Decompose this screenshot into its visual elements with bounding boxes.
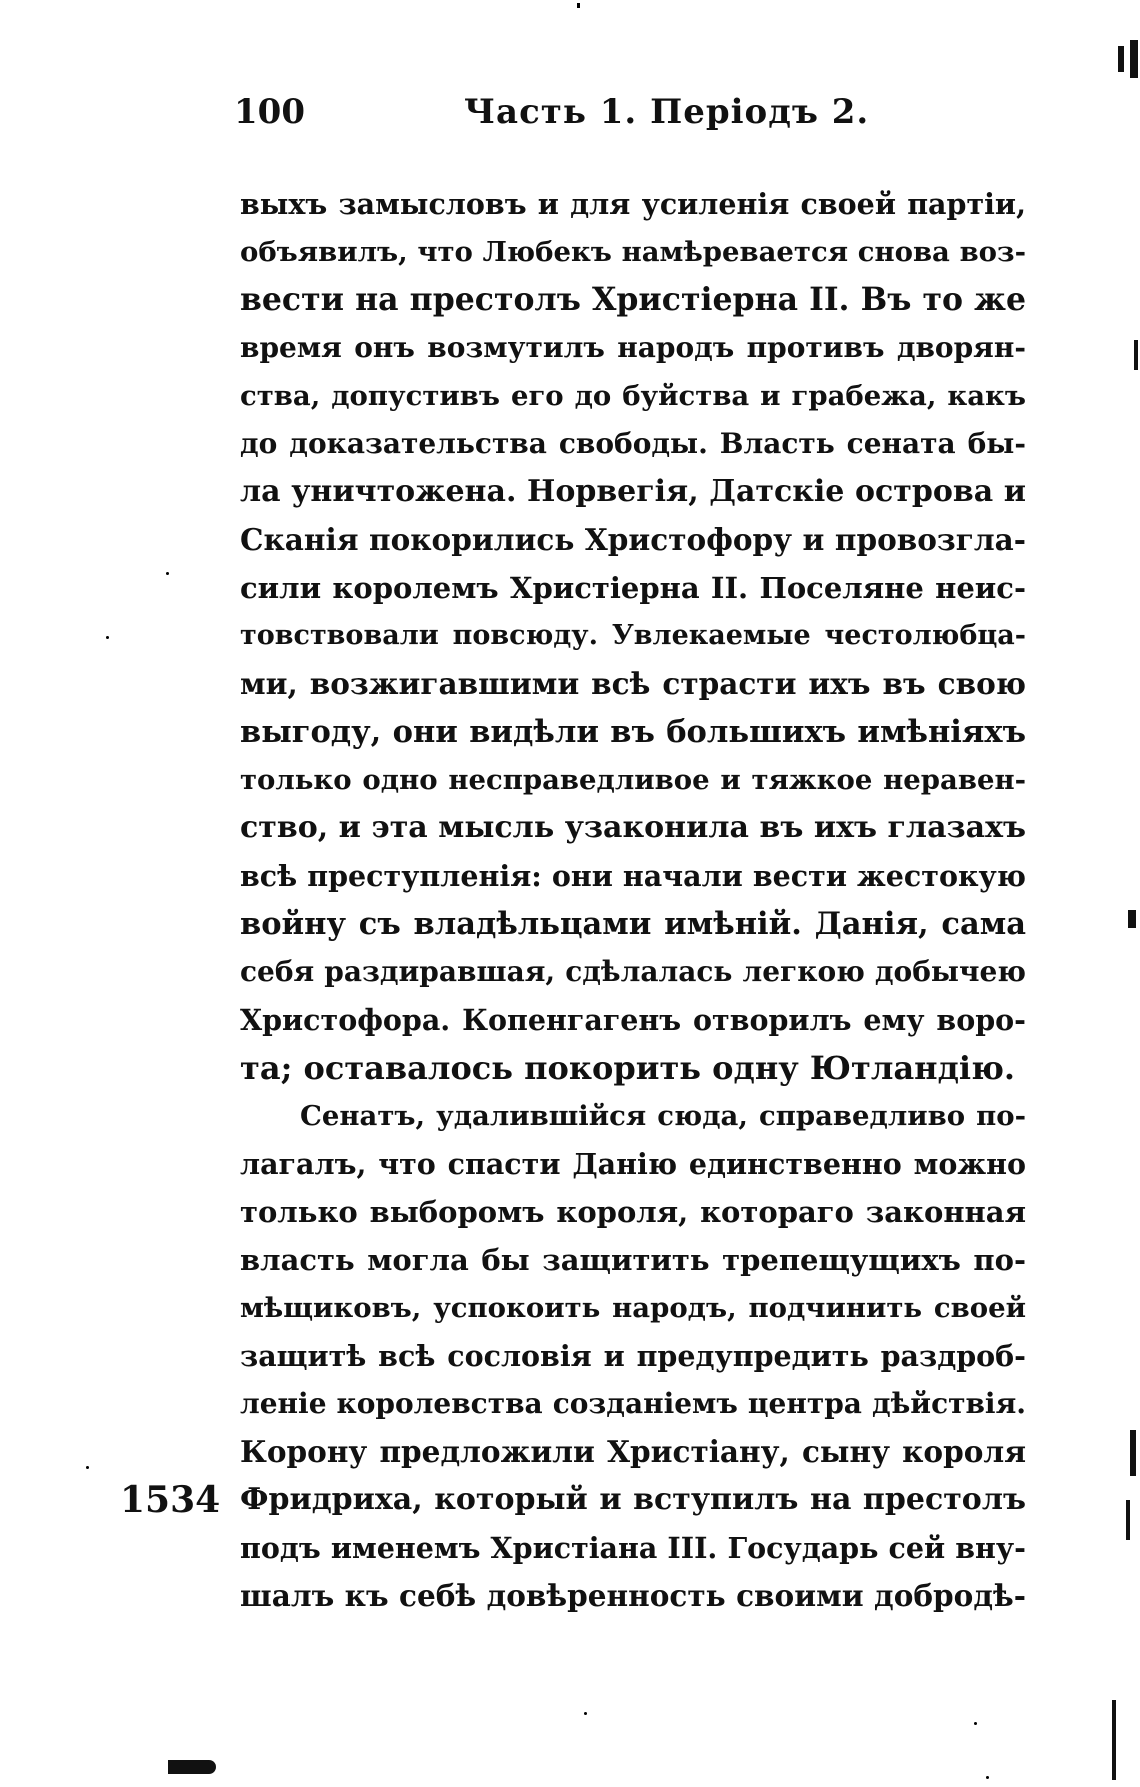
text-line: Христофора. Копенгагенъ отворилъ ему воро- — [240, 1003, 1026, 1037]
page-number: 100 — [234, 92, 305, 132]
text-line: ла уничтожена. Норвегія, Датскіе острова и — [240, 474, 1026, 509]
text-line: ство, и эта мысль узаконила въ ихъ глазахъ — [240, 810, 1026, 845]
scan-edge-mark — [1126, 1500, 1130, 1540]
text-line: власть могла бы защитить трепещущихъ по- — [240, 1243, 1026, 1277]
running-title: Часть 1. Періодъ 2. — [464, 92, 870, 132]
text-line: ства, допустивъ его до буйства и грабежа, какъ — [240, 380, 1026, 412]
text-line: время онъ возмутилъ народъ противъ дворян- — [240, 331, 1026, 364]
scan-corner-mark — [168, 1760, 216, 1774]
text-line: всѣ преступленія: они начали вести жестокую — [240, 859, 1026, 893]
text-line: объявилъ, что Любекъ намѣревается снова воз- — [240, 236, 1026, 268]
text-line: только одно несправедливое и тяжкое неравен- — [240, 764, 1026, 796]
text-line: та; оставалось покорить одну Ютландію. — [240, 1049, 1016, 1087]
text-line: выхъ замысловъ и для усиленія своей партіи, — [240, 187, 1026, 221]
text-line: защитѣ всѣ сословія и предупредить раздроб- — [240, 1339, 1026, 1373]
text-line: шалъ къ себѣ довѣренность своими добродѣ- — [240, 1578, 1026, 1613]
scan-edge-mark — [1130, 1430, 1136, 1476]
scan-speck — [86, 1466, 89, 1469]
scan-edge-mark — [1112, 1700, 1116, 1780]
text-line: подъ именемъ Христіана III. Государь сей вну- — [240, 1531, 1026, 1565]
scan-edge-mark — [1134, 340, 1138, 370]
text-line: ми, возжигавшими всѣ страсти ихъ въ свою — [240, 666, 1026, 701]
scan-edge-mark — [1130, 40, 1138, 78]
scan-edge-mark — [1118, 46, 1124, 72]
text-line: сили королемъ Христіерна II. Поселяне неис- — [240, 571, 1026, 605]
text-line: леніе королевства созданіемъ центра дѣйствія. — [240, 1387, 1026, 1420]
text-line: Фридриха, который и вступилъ на престолъ — [240, 1482, 1026, 1517]
scan-speck — [986, 1776, 989, 1779]
scan-speck — [106, 636, 109, 639]
text-line: лагалъ, что спасти Данію единственно можно — [240, 1147, 1026, 1181]
scan-speck — [166, 572, 169, 575]
scan-speck — [577, 3, 580, 8]
margin-year-note: 1534 — [120, 1479, 221, 1521]
text-line: мѣщиковъ, успокоить народъ, подчинить своей — [240, 1292, 1026, 1324]
text-line: только выборомъ короля, котораго законная — [240, 1195, 1026, 1229]
page-header — [234, 92, 1026, 142]
body-text — [240, 180, 1026, 1620]
scan-edge-mark — [1128, 910, 1136, 928]
paragraph-start-line: Сенатъ, удалившійся сюда, справедливо по- — [300, 1100, 1026, 1132]
text-line: до доказательства свободы. Власть сената бы- — [240, 427, 1026, 460]
text-line: Корону предложили Христіану, сыну короля — [240, 1434, 1026, 1469]
text-line: Сканія покорились Христофору и провозгла- — [240, 522, 1026, 557]
text-line: войну съ владѣльцами имѣній. Данія, сама — [240, 906, 1026, 942]
text-line: вести на престолъ Христіерна II. Въ то же — [240, 281, 1026, 318]
scan-speck — [974, 1722, 977, 1725]
text-line: товствовали повсюду. Увлекаемые честолюбца- — [240, 620, 1026, 651]
text-line: себя раздиравшая, сдѣлалась легкою добычею — [240, 955, 1026, 988]
text-line: выгоду, они видѣли въ большихъ имѣніяхъ — [240, 714, 1026, 750]
scan-speck — [584, 1712, 587, 1715]
